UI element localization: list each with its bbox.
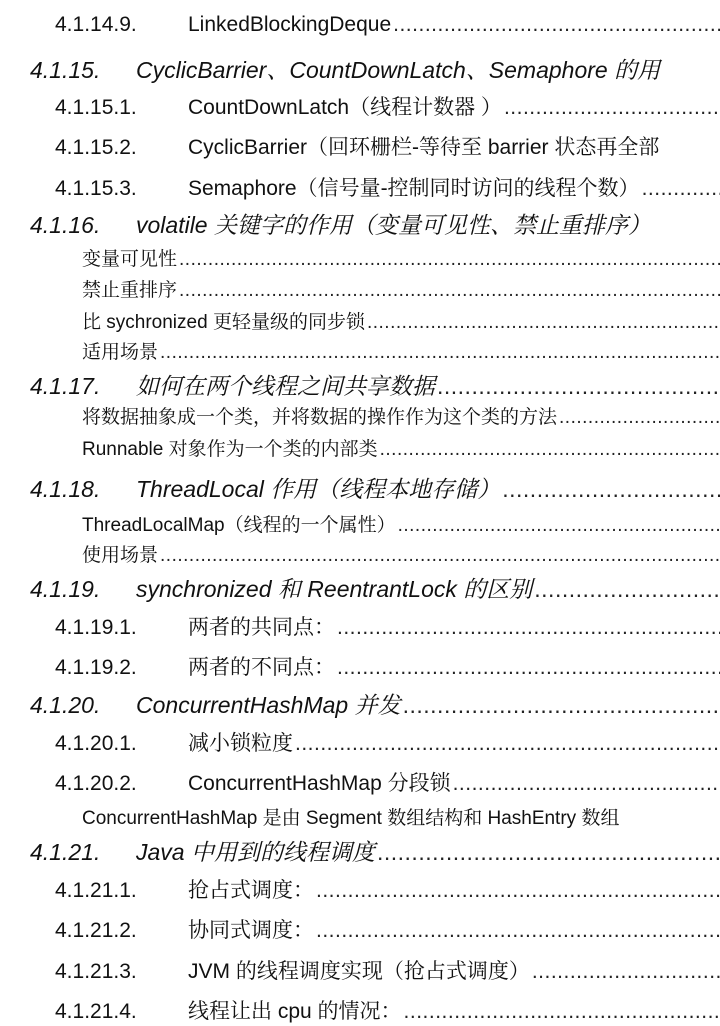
dot-leader: [502, 476, 720, 503]
toc-entry[interactable]: [0, 91, 720, 121]
toc-entry-number: 4.1.20.: [30, 692, 101, 718]
toc-entry-number: 4.1.19.1.: [55, 616, 137, 639]
toc-entry-number: 4.1.20.2.: [55, 772, 137, 795]
dot-leader: [295, 732, 720, 756]
toc-entry-title: volatile 关键字的作用（变量可见性、禁止重排序）: [136, 212, 651, 238]
toc-entry-number: 4.1.21.1.: [55, 879, 137, 902]
dot-leader: [403, 692, 720, 719]
toc-entry-number: 4.1.15.: [30, 57, 101, 83]
dot-leader: [377, 839, 720, 866]
dot-leader: [534, 576, 720, 603]
toc-entry-title: CyclicBarrier、CountDownLatch、Semaphore 的用: [136, 57, 661, 83]
toc-entry-title: 适用场景: [82, 342, 159, 363]
toc-entry[interactable]: [0, 368, 720, 401]
dot-leader: [316, 879, 720, 903]
dot-leader: [532, 960, 720, 984]
toc-entry-title: 使用场景: [82, 545, 159, 566]
toc-entry[interactable]: [0, 275, 720, 302]
toc-entry-number: 4.1.21.3.: [55, 960, 137, 983]
dot-leader: [642, 177, 720, 201]
toc-entry-number: 4.1.15.1.: [55, 96, 137, 119]
toc-entry-title: ConcurrentHashMap 是由 Segment 数组结构和 HashEntry 数组: [82, 808, 620, 829]
toc-entry-number: 4.1.16.: [30, 212, 101, 238]
toc-entry[interactable]: [0, 207, 720, 240]
toc-entry-number: 4.1.20.1.: [55, 732, 137, 755]
toc-entry[interactable]: [0, 434, 720, 461]
toc-entry[interactable]: [0, 540, 720, 567]
toc-entry-title: 线程让出 cpu 的情况：: [188, 1000, 402, 1023]
toc-entry-title: 两者的共同点：: [188, 616, 335, 639]
toc-entry-title: 如何在两个线程之间共享数据: [136, 373, 435, 399]
toc-entry-number: 4.1.15.2.: [55, 136, 137, 159]
toc-entry[interactable]: [0, 131, 720, 161]
toc-entry-title: LinkedBlockingDeque: [188, 13, 392, 36]
dot-leader: [393, 13, 720, 37]
toc-entry-number: 4.1.17.: [30, 373, 101, 399]
toc-entry[interactable]: [0, 13, 720, 37]
toc-entry-title: synchronized 和 ReentrantLock 的区别: [136, 576, 533, 602]
dot-leader: [179, 249, 720, 271]
toc-entry-number: 4.1.14.9.: [55, 13, 137, 36]
toc-entry-title: Java 中用到的线程调度: [136, 839, 375, 865]
dot-leader: [160, 342, 720, 364]
toc-entry[interactable]: [0, 955, 720, 985]
toc-entry[interactable]: [0, 52, 720, 85]
toc-entry-title: 禁止重排序: [82, 280, 178, 301]
toc-entry-title: 减小锁粒度: [188, 732, 293, 755]
dot-leader: [337, 656, 720, 680]
toc-entry[interactable]: [0, 611, 720, 641]
toc-entry-title: 比 sychronized 更轻量级的同步锁: [82, 312, 365, 333]
dot-leader: [337, 616, 720, 640]
toc-entry-number: 4.1.15.3.: [55, 177, 137, 200]
toc-entry[interactable]: [0, 995, 720, 1025]
dot-leader: [404, 1000, 720, 1024]
dot-leader: [367, 312, 720, 334]
toc-entry-title: CyclicBarrier（回环栅栏-等待至 barrier 状态再全部: [188, 136, 660, 159]
dot-leader: [437, 373, 720, 400]
toc-entry-number: 4.1.19.: [30, 576, 101, 602]
dot-leader: [453, 772, 720, 796]
toc-entry[interactable]: [0, 471, 720, 504]
toc-entry[interactable]: [0, 727, 720, 757]
dot-leader: [380, 439, 720, 461]
toc-entry-number: 4.1.21.2.: [55, 919, 137, 942]
toc-entry-title: 协同式调度：: [188, 919, 314, 942]
toc-entry[interactable]: [0, 172, 720, 202]
toc-entry[interactable]: [0, 337, 720, 364]
toc-entry-title: 两者的不同点：: [188, 656, 335, 679]
toc-entry-title: ConcurrentHashMap 并发: [136, 692, 401, 718]
dot-leader: [160, 545, 720, 567]
toc-entry-title: 抢占式调度：: [188, 879, 314, 902]
toc-entry[interactable]: [0, 651, 720, 681]
dot-leader: [398, 515, 720, 537]
toc-entry-title: ThreadLocalMap（线程的一个属性）: [82, 515, 396, 536]
toc-entry[interactable]: [0, 914, 720, 944]
toc-entry[interactable]: [0, 803, 720, 830]
dot-leader: [316, 919, 720, 943]
toc-entry-title: ThreadLocal 作用（线程本地存储）: [136, 476, 501, 502]
dot-leader: [559, 407, 720, 429]
dot-leader: [179, 280, 720, 302]
toc-entry-title: Runnable 对象作为一个类的内部类: [82, 439, 378, 460]
toc-entry-number: 4.1.21.: [30, 839, 101, 865]
toc-entry[interactable]: [0, 687, 720, 720]
toc-entry-title: ConcurrentHashMap 分段锁: [188, 772, 451, 795]
toc-entry[interactable]: [0, 571, 720, 604]
toc-entry[interactable]: [0, 874, 720, 904]
toc-entry-title: CountDownLatch（线程计数器 ）: [188, 96, 502, 119]
dot-leader: [504, 96, 720, 120]
toc-entry-number: 4.1.21.4.: [55, 1000, 137, 1023]
toc-entry-title: Semaphore（信号量-控制同时访问的线程个数）: [188, 177, 640, 200]
toc-entry-title: 变量可见性: [82, 249, 178, 270]
toc-entry[interactable]: [0, 307, 720, 334]
toc-entry[interactable]: [0, 767, 720, 797]
toc-entry-number: 4.1.19.2.: [55, 656, 137, 679]
toc-entry[interactable]: [0, 244, 720, 271]
toc-entry[interactable]: [0, 402, 720, 429]
toc-entry[interactable]: [0, 510, 720, 537]
toc-entry-title: JVM 的线程调度实现（抢占式调度）: [188, 960, 530, 983]
toc-entry-title: 将数据抽象成一个类，并将数据的操作作为这个类的方法: [82, 407, 558, 428]
toc-entry-number: 4.1.18.: [30, 476, 101, 502]
toc-entry[interactable]: [0, 834, 720, 867]
